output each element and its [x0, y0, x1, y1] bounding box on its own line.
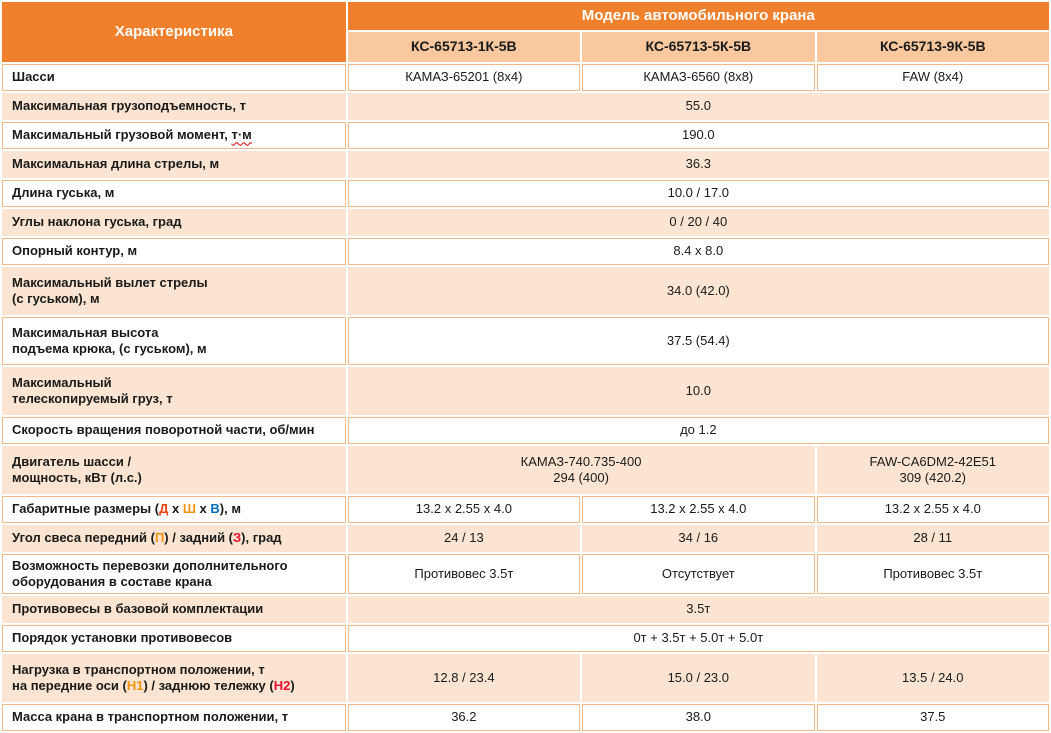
table-row-load-moment — [2, 122, 1049, 149]
table-row-jib-length — [2, 180, 1049, 207]
row-label — [2, 654, 346, 702]
label-line: мощность, кВт (л.с.) — [12, 470, 142, 485]
table-row-boom-length — [2, 151, 1049, 178]
row-value: 10.0 / 17.0 — [348, 180, 1049, 207]
row-value: 36.2 — [348, 704, 580, 731]
row-label — [2, 446, 346, 494]
row-value: 24 / 13 — [348, 525, 580, 552]
row-value: 15.0 / 23.0 — [582, 654, 814, 702]
row-value: 13.2 х 2.55 х 4.0 — [582, 496, 814, 523]
value-line: 309 (420.2) — [899, 470, 966, 485]
table-row-max-reach — [2, 267, 1049, 315]
row-value: 13.2 х 2.55 х 4.0 — [817, 496, 1049, 523]
label-line — [12, 678, 336, 694]
row-value: 55.0 — [348, 93, 1049, 120]
value-line: 294 (400) — [553, 470, 609, 485]
row-value: 34 / 16 — [582, 525, 814, 552]
row-value: Противовес 3.5т — [817, 554, 1049, 594]
row-value: до 1.2 — [348, 417, 1049, 444]
label-text: Максимальный грузовой момент, — [12, 127, 232, 143]
row-value: Противовес 3.5т — [348, 554, 580, 594]
row-label — [2, 554, 346, 594]
dim-width-letter: Ш — [182, 501, 196, 517]
model-name-header: КС-65713-5К-5В — [582, 32, 814, 62]
label-text: ) / заднюю тележку ( — [143, 678, 274, 693]
row-value — [348, 446, 815, 494]
label-line: Максимальный вылет стрелы — [12, 274, 208, 290]
row-label: Масса крана в транспортном положении, т — [2, 704, 346, 731]
value-line: КАМАЗ-740.735-400 — [520, 453, 642, 469]
row-value — [817, 446, 1049, 494]
label-line: Максимальная высота — [12, 324, 159, 340]
row-value: 8.4 х 8.0 — [348, 238, 1049, 265]
row-label: Опорный контур, м — [2, 238, 346, 265]
label-text: х — [168, 501, 183, 517]
label-line: оборудования в составе крана — [12, 574, 212, 589]
value-line: FAW-CA6DM2-42E51 — [869, 453, 996, 469]
table-row-slew-speed — [2, 417, 1049, 444]
row-value: КАМАЗ-65201 (8х4) — [348, 64, 580, 91]
label-text: х — [195, 501, 211, 517]
row-label: Шасси — [2, 64, 346, 91]
row-label — [2, 122, 346, 149]
table-row-base-counterweights — [2, 596, 1049, 623]
label-text: ) / задний ( — [164, 530, 234, 546]
label-text: на передние оси ( — [12, 678, 127, 693]
row-label: Длина гуська, м — [2, 180, 346, 207]
row-label: Максимальная грузоподъемность, т — [2, 93, 346, 120]
model-group-header: Модель автомобильного крана — [348, 2, 1049, 30]
table-row-outrigger-contour — [2, 238, 1049, 265]
characteristic-header: Характеристика — [2, 2, 346, 62]
row-value: 190.0 — [348, 122, 1049, 149]
row-value: 36.3 — [348, 151, 1049, 178]
row-value: 34.0 (42.0) — [348, 267, 1049, 315]
row-value: Отсутствует — [582, 554, 814, 594]
rear-bogie-letter: Н2 — [273, 678, 291, 693]
row-value: 13.5 / 24.0 — [817, 654, 1049, 702]
table-row-max-capacity — [2, 93, 1049, 120]
label-line: Двигатель шасси / — [12, 453, 132, 469]
label-line: Максимальный — [12, 374, 112, 390]
row-label — [2, 367, 346, 415]
label-text: Угол свеса передний ( — [12, 530, 155, 546]
table-row-extra-equipment — [2, 554, 1049, 594]
label-unit-spellchecked: т·м — [231, 127, 252, 143]
table-row-max-hook-height — [2, 317, 1049, 365]
table-row-telescopic-load — [2, 367, 1049, 415]
row-value: 37.5 (54.4) — [348, 317, 1049, 365]
table-row-axle-loads — [2, 654, 1049, 702]
table-row-engine — [2, 446, 1049, 494]
row-label: Углы наклона гуська, град — [2, 209, 346, 236]
model-name-header: КС-65713-9К-5В — [817, 32, 1049, 62]
rear-overhang-letter: З — [233, 530, 242, 546]
label-line: Нагрузка в транспортном положении, т — [12, 661, 265, 677]
row-value: 0т + 3.5т + 5.0т + 5.0т — [348, 625, 1049, 652]
row-value: 38.0 — [582, 704, 814, 731]
label-line: (с гуськом), м — [12, 291, 100, 306]
table-row-jib-angles — [2, 209, 1049, 236]
row-value: FAW (8х4) — [817, 64, 1049, 91]
label-line: подъема крюка, (с гуськом), м — [12, 341, 207, 356]
row-label — [2, 525, 346, 552]
row-label: Противовесы в базовой комплектации — [2, 596, 346, 623]
model-name-header: КС-65713-1К-5В — [348, 32, 580, 62]
table-row-chassis — [2, 64, 1049, 91]
front-overhang-letter: П — [154, 530, 165, 546]
row-label: Порядок установки противовесов — [2, 625, 346, 652]
row-label: Максимальная длина стрелы, м — [2, 151, 346, 178]
table-row-overhang-angles — [2, 525, 1049, 552]
row-label — [2, 317, 346, 365]
row-value: 10.0 — [348, 367, 1049, 415]
table-row-dimensions — [2, 496, 1049, 523]
label-text: Габаритные размеры ( — [12, 501, 160, 517]
dim-length-letter: Д — [159, 501, 169, 517]
row-value: 12.8 / 23.4 — [348, 654, 580, 702]
table-row-counterweight-order — [2, 625, 1049, 652]
row-value: 37.5 — [817, 704, 1049, 731]
row-label — [2, 267, 346, 315]
label-line: телескопируемый груз, т — [12, 391, 173, 406]
row-label — [2, 496, 346, 523]
table-row-transport-mass — [2, 704, 1049, 731]
table-header-row — [2, 2, 1049, 30]
label-line: Возможность перевозки дополнительного — [12, 557, 288, 573]
row-value: 0 / 20 / 40 — [348, 209, 1049, 236]
row-value: 3.5т — [348, 596, 1049, 623]
row-value: 28 / 11 — [817, 525, 1049, 552]
dim-height-letter: В — [210, 501, 220, 517]
front-axle-letter: Н1 — [126, 678, 144, 693]
label-text: ), град — [241, 530, 282, 546]
label-text: ), м — [219, 501, 241, 517]
row-label: Скорость вращения поворотной части, об/мин — [2, 417, 346, 444]
label-text: ) — [290, 678, 295, 693]
row-value: 13.2 х 2.55 х 4.0 — [348, 496, 580, 523]
row-value: КАМАЗ-6560 (8х8) — [582, 64, 814, 91]
